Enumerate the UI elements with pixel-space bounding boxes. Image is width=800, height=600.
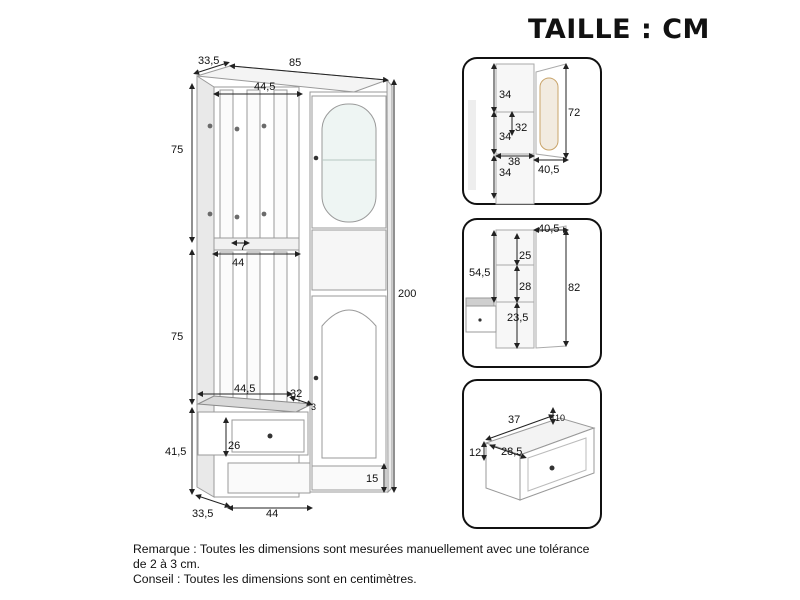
label-lower-height: 75: [171, 331, 184, 343]
label-bench-height: 41,5: [165, 446, 187, 458]
label-cushion-depth: 32: [290, 388, 303, 400]
size-title: TAILLE : CM: [528, 14, 710, 45]
label-base-height: 15: [366, 473, 379, 485]
label-compartment-3: 23,5: [507, 312, 529, 324]
label-cabinet-width: 40,5: [538, 164, 560, 176]
label-drawer-depth: 28,5: [501, 446, 523, 458]
label-shelf-3: 34: [499, 167, 512, 179]
label-bench-base-width: 44: [266, 508, 279, 520]
detail-lower-cabinet: [463, 219, 601, 367]
label-inner-width: 38: [508, 156, 521, 168]
label-drawer-height: 26: [228, 440, 241, 452]
label-open-height: 54,5: [469, 267, 491, 279]
label-drawer-length: 37: [508, 414, 521, 426]
note-remark: Remarque : Toutes les dimensions sont mesurées manuellement avec une tolérance: [133, 542, 590, 556]
label-total-width: 85: [289, 57, 302, 69]
label-lower-door-height: 82: [568, 282, 581, 294]
label-upper-height: 75: [171, 144, 184, 156]
label-compartment-2: 28: [519, 281, 532, 293]
label-shelf-2: 34: [499, 131, 512, 143]
label-top-depth: 33,5: [198, 55, 220, 67]
label-inner-width: 44: [232, 257, 245, 269]
label-slot: 7: [240, 241, 247, 253]
detail-upper-cabinet: [463, 58, 601, 204]
label-door-height: 72: [568, 107, 581, 119]
label-bench-depth: 33,5: [192, 508, 214, 520]
note-advice: Conseil : Toutes les dimensions sont en centimètres.: [133, 572, 417, 586]
label-hanger-width: 44,5: [254, 81, 276, 93]
label-shelf-1: 34: [499, 89, 512, 101]
label-shelf-inner: 32: [515, 122, 528, 134]
label-total-height: 200: [398, 288, 417, 300]
label-drawer-height: 10: [555, 413, 566, 423]
label-compartment-1: 25: [519, 250, 532, 262]
label-lower-width: 40,5: [538, 223, 560, 235]
label-bench-width: 44,5: [234, 383, 256, 395]
label-cushion-thickness: 3: [311, 402, 317, 412]
note-tolerance: de 2 à 3 cm.: [133, 557, 201, 571]
label-drawer-side: 12: [469, 447, 482, 459]
detail-drawer: [463, 380, 601, 528]
